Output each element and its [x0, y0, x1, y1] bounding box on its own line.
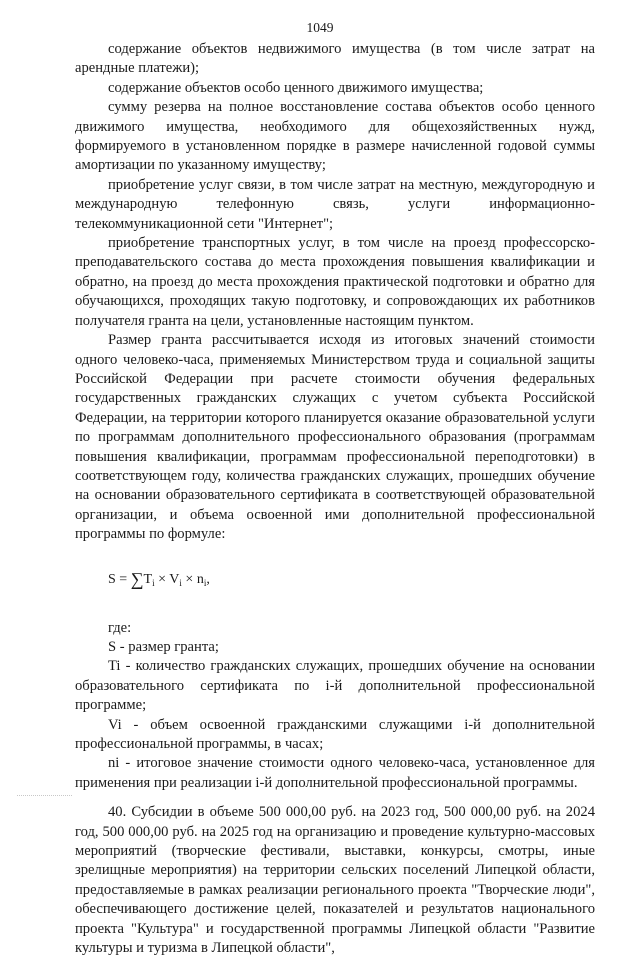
paragraph-transport-services: приобретение транспортных услуг, в том числе на проезд профессорско-преподавательского состава до места прохождения повышения квалификации и обратно, на проезд до места прохождения практической подготовки и обратно для обучающихся, проходящих такую подготовку, и сопровождающих их работников получателя гранта на цели, установленные настоящим пунктом. [75, 235, 595, 329]
scan-dots [17, 795, 72, 797]
formula-lhs: S = [108, 571, 131, 587]
formula-tail: , [206, 571, 210, 587]
paragraph-where: где: [108, 619, 132, 636]
formula-n: n [196, 571, 204, 587]
paragraph-movable-property: содержание объектов особо ценного движимого имущества; [108, 79, 484, 96]
formula-t: T [143, 571, 153, 587]
definition-vi: Vi - объем освоенной гражданскими служащими i-й дополнительной профессиональной программы, в часах; [75, 716, 595, 752]
paragraph-real-estate-maintenance: содержание объектов недвижимого имущества (в том числе затрат на арендные платежи); [75, 41, 595, 77]
section-separator [75, 793, 595, 803]
paragraph-reserve-sum: сумму резерва на полное восстановление состава объектов особо ценного движимого имущества, необходимого для общехозяйственных нужд, формируемого в установленном порядке в размере начисленной годовой суммы амортизации по указанному имуществу; [75, 99, 595, 174]
paragraph-communication-services: приобретение услуг связи, в том числе затрат на местную, междугородную и международную телефонную связь, услуги информационно-телекоммуникационной сети "Интернет"; [75, 176, 595, 232]
paragraph-grant-size: Размер гранта рассчитывается исходя из итоговых значений стоимости одного человеко-часа, применяемых Министерством труда и социальной защиты Российской Федерации при расчете стоимости обучения федеральных государственных гражданских служащих с учетом субъекта Российской Федерации, на территории которого планируется оказание образовательной услуги по программам дополнительного профессионального образования (программам повышения квалификации, программам профессиональной переподготовки) в соответствующем году, количества гражданских служащих, прошедших обучение на основании образовательного сертификата в соответствующей образовательной организации, и объема освоенной ими дополнительной профессиональной программы по формуле: [75, 332, 595, 543]
formula-times-1: × [154, 571, 170, 587]
formula-v: V [169, 571, 180, 587]
definition-ti: Ti - количество гражданских служащих, прошедших обучение на основании образовательного сертификата по i-й дополнительной профессиональной программе; [75, 658, 595, 714]
sum-symbol: ∑ [130, 568, 144, 589]
definition-s: S - размер гранта; [108, 638, 219, 655]
formula-t-sub: i [152, 577, 155, 588]
paragraph-40-subsidies: 40. Субсидии в объеме 500 000,00 руб. на 2023 год, 500 000,00 руб. на 2024 год, 500 000,00 руб. на 2025 год на организацию и проведение культурно-массовых мероприятий (творческие фестивали, выставки, конкурсы, смотры, иные зрелищные мероприятия) на территории сельских поселений Липецкой области, предоставляемые в рамках реализации регионального проекта "Творческие люди", обеспечивающего достижение целей, показателей и результатов национального проекта "Культура" и государственной программы Липецкой области "Развитие культуры и туризма в Липецкой области", [75, 804, 595, 957]
page-number: 1049 [306, 20, 334, 35]
formula-times-2: × [181, 571, 197, 587]
formula-n-sub: i [203, 577, 207, 588]
definition-ni: ni - итоговое значение стоимости одного человеко-часа, установленное для применения при реализации i-й дополнительной профессиональной программы. [75, 755, 595, 791]
grant-formula [108, 569, 595, 593]
document-body [75, 40, 595, 958]
formula-v-sub: i [179, 577, 182, 588]
